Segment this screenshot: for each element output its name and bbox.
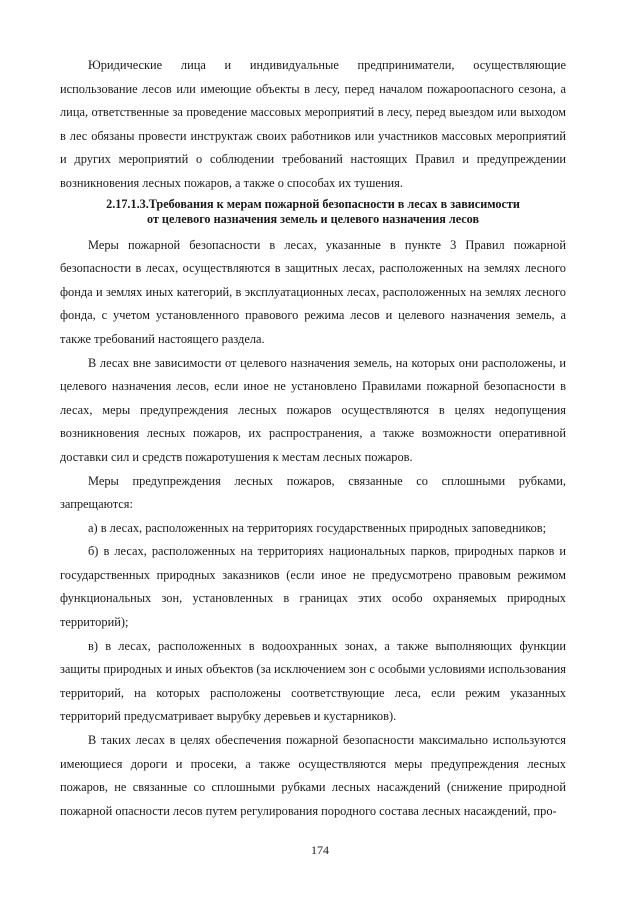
list-item-c: в) в лесах, расположенных в водоохранных зонах, а также выполняющих функции защиты природных и иных объектов (за исключением зон с особыми условиями использования территорий, на которых расположены соответствующие леса, если режим указанных территорий предусматривает вырубку деревьев и кустарников). xyxy=(60,638,566,724)
paragraph-prevention-purpose: В лесах вне зависимости от целевого назначения земель, на которых они расположены, и целевого назначения лесов, если иное не установлено Правилами пожарной безопасности в лесах, меры предупреждения лесных пожаров осуществляются в целях недопущения возникновения лесных пожаров, их распространения, а также возможности оперативной доставки сил и средств пожаротушения к местам лесных пожаров. xyxy=(60,355,566,464)
paragraph-instruction-duty: Юридические лица и индивидуальные предприниматели, осуществляющие использование лесов или имеющие объекты в лесу, перед началом пожароопасного сезона, а лица, ответственные за проведение массовых мероприятий в лесу, перед выездом или выходом в лес обязаны провести инструктаж своих работников или участников массовых мероприятий и других мероприятий о соблюдении требований настоящих Правил и предупреждении возникновения лесных пожаров, а также о способах их тушения. xyxy=(60,58,566,190)
paragraph-roads-and-clearings: В таких лесах в целях обеспечения пожарной безопасности максимально используются имеющиеся дороги и просеки, а также осуществляются меры предупреждения лесных пожаров, не связанные со сплошными рубками лесных насаждений (снижение природной пожарной опасности лесов путем регулирования породного состава лесных насаждений, про- xyxy=(60,733,566,818)
paragraph-fire-safety-measures: Меры пожарной безопасности в лесах, указанные в пункте 3 Правил пожарной безопасности в лесах, осуществляются в защитных лесах, расположенных на землях лесного фонда и землях иных категорий, в эксплуатационных лесах, расположенных на землях лесного фонда, с учетом установленного правового режима лесов и целевого назначения земель, а также требований настоящего раздела. xyxy=(60,237,566,346)
page-number: 174 xyxy=(311,843,329,857)
section-heading-line-1: 2.17.1.3.Требования к мерам пожарной безопасности в лесах в зависимости xyxy=(106,196,520,211)
section-heading xyxy=(60,197,566,228)
list-item-b: б) в лесах, расположенных на территориях национальных парков, природных парков и государственных природных заказников (если иное не предусмотрено правовым режимом функциональных зон, установленных в границах этих особо охраняемых природных территорий); xyxy=(60,544,566,630)
paragraph-clear-cutting-prohibited: Меры предупреждения лесных пожаров, связанные со сплошными рубками, запрещаются: xyxy=(60,473,566,512)
section-heading-line-2: от целевого назначения земель и целевого назначения лесов xyxy=(146,212,480,227)
list-item-a: а) в лесах, расположенных на территориях государственных природных заповедников; xyxy=(88,520,547,535)
document-page xyxy=(60,54,566,823)
